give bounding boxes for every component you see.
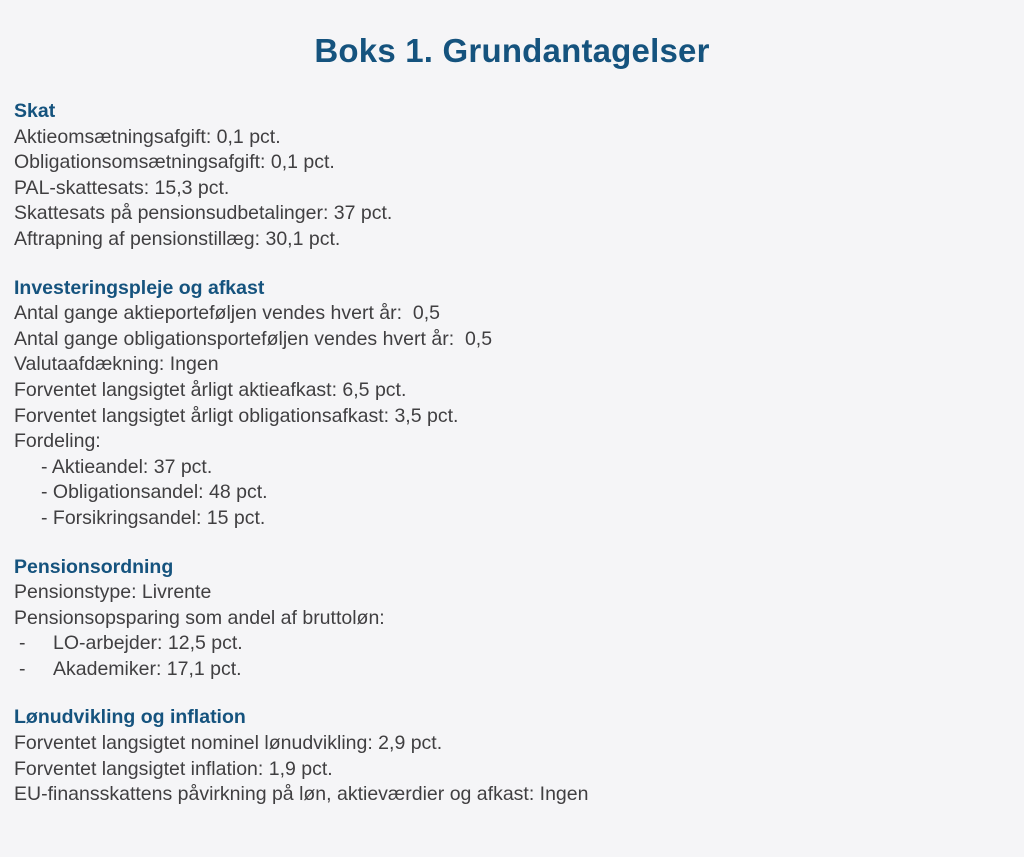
assumption-line: Forventet langsigtet inflation: 1,9 pct. (14, 757, 333, 780)
pension-list-item-text: Akademiker: 17,1 pct. (53, 657, 242, 680)
dash-bullet: - (19, 657, 26, 680)
section-heading: Lønudvikling og inflation (14, 706, 246, 729)
pension-list-item-text: LO-arbejder: 12,5 pct. (53, 632, 243, 655)
assumption-line: Forventet langsigtet årligt obligationsafkast: 3,5 pct. (14, 404, 459, 427)
assumption-line: Skattesats på pensionsudbetalinger: 37 pct. (14, 202, 393, 225)
page-title: Boks 1. Grundantagelser (314, 32, 710, 69)
assumption-line: Valutaafdækning: Ingen (14, 353, 219, 376)
assumption-line: Obligationsomsætningsafgift: 0,1 pct. (14, 151, 335, 174)
section-skat (14, 99, 1010, 253)
section-heading: Pensionsordning (14, 555, 174, 578)
assumption-line: Aftrapning af pensionstillæg: 30,1 pct. (14, 227, 341, 250)
assumptions-box (0, 99, 1024, 808)
assumption-line: Forventet langsigtet årligt aktieafkast: 6,5 pct. (14, 378, 407, 401)
assumption-line: EU-finansskattens påvirkning på løn, aktieværdier og afkast: Ingen (14, 783, 589, 806)
assumption-line: Pensionstype: Livrente (14, 581, 212, 604)
section-pensionsordning (14, 555, 1010, 683)
fordeling-sub-item: - Obligationsandel: 48 pct. (41, 481, 268, 504)
assumption-line: Antal gange obligationsporteføljen vendes hvert år: 0,5 (14, 327, 493, 350)
assumption-line: PAL-skattesats: 15,3 pct. (14, 176, 230, 199)
dash-bullet: - (19, 632, 26, 655)
assumption-line: Fordeling: (14, 430, 101, 453)
pension-list-item (14, 631, 1010, 657)
section-heading: Investeringspleje og afkast (14, 276, 265, 299)
section-investeringspleje (14, 276, 1010, 532)
assumption-line: Antal gange aktieporteføljen vendes hvert år: 0,5 (14, 302, 441, 325)
assumption-line: Forventet langsigtet nominel lønudvikling: 2,9 pct. (14, 732, 443, 755)
assumption-line: Pensionsopsparing som andel af bruttoløn: (14, 606, 385, 629)
pension-list-item (14, 657, 1010, 683)
fordeling-sub-item: - Aktieandel: 37 pct. (41, 455, 213, 478)
fordeling-sub-item: - Forsikringsandel: 15 pct. (41, 506, 266, 529)
assumption-line: Aktieomsætningsafgift: 0,1 pct. (14, 125, 281, 148)
section-loenudvikling (14, 705, 1010, 807)
section-heading: Skat (14, 100, 56, 122)
